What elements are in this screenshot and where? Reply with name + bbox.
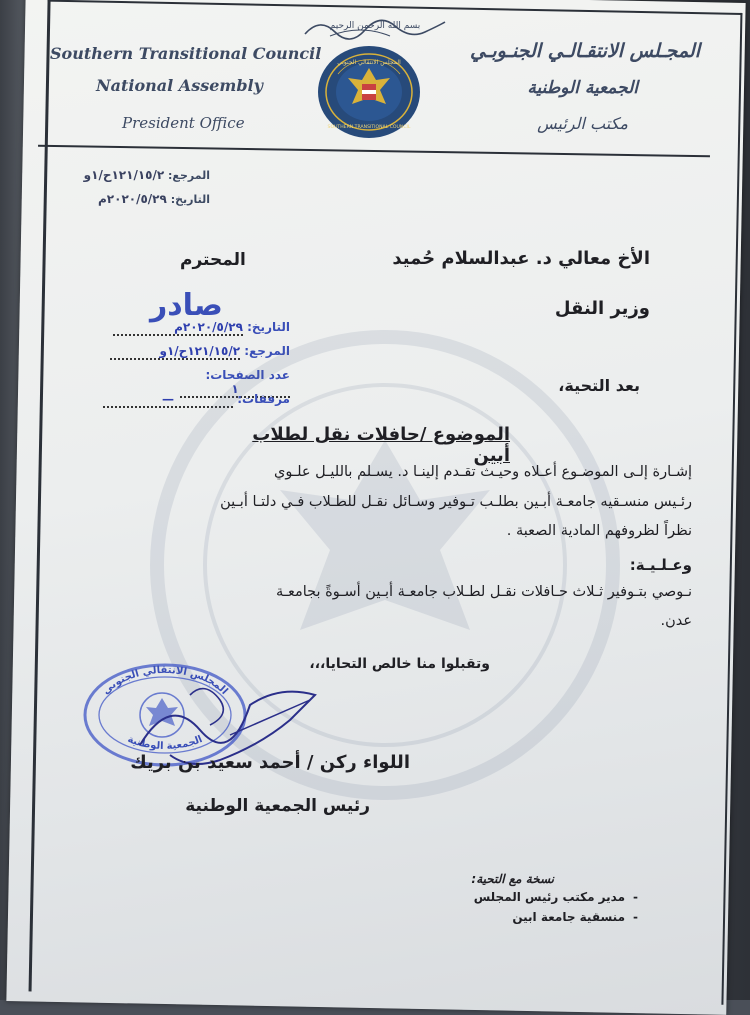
addressee-honorific: المحترم xyxy=(180,250,246,270)
body-para2-line2: عدن. xyxy=(660,613,692,629)
copies-item: - مدير مكتب رئيس المجلس xyxy=(438,890,638,904)
stamp-ref-label: المرجع: xyxy=(244,344,290,358)
signatory-name: اللواء ركن / أحمد سعيد بن بريك xyxy=(130,752,410,773)
stamp-date-label: التاريخ: xyxy=(247,320,290,334)
stamp-top-text: المجلس الانتقالي الجنوبي xyxy=(100,664,230,697)
header-ar-assembly: الجمعية الوطنية xyxy=(527,78,638,98)
stamp-attachments-label: مرفقات: xyxy=(237,392,290,406)
body-para2-line1: نـوصي بتـوفير ثـلاث حـافلات نقـل لطـلاب جامعـة أبـين أسـوةً بجامعـة xyxy=(275,584,692,600)
stamp-attachments-value: — xyxy=(103,392,233,408)
closing-line: وتقبلوا منا خالص التحايا،،، xyxy=(309,656,490,672)
subject-line: الموضوع /حافلات نقل لطلاب أبين xyxy=(252,424,510,466)
stamp-pages-value: ١ xyxy=(180,382,290,398)
ref-value: ١٢١/١٥/٢ح/١و xyxy=(83,168,165,182)
stamp-ref-value: ١٢١/١٥/٢ح/١و xyxy=(110,344,240,360)
body-para1-line1: إشـارة إلـى الموضـوع أعـلاه وحيـث تقـدم إلينـا د. يسـلم بالليـل علـوي xyxy=(274,464,692,480)
stamp-date-value: ٢٠٢٠/٥/٢٩م xyxy=(113,320,243,336)
copies-title: نسخة مع التحية: xyxy=(471,872,554,886)
ref-label: المرجع: xyxy=(168,169,210,182)
emblem-en-text: SOUTHERN TRANSITIONAL COUNCIL xyxy=(327,125,411,130)
header-ar-council: المجـلس الانتقـالـي الجنـوبـي xyxy=(469,40,700,62)
header-en-council: Southern Transitional Council xyxy=(50,44,322,63)
outgoing-stamp-title: صادر xyxy=(150,288,223,323)
date-label: التاريخ: xyxy=(170,193,210,206)
header-en-assembly: National Assembly xyxy=(96,76,263,95)
emblem-ar-text: المجلس الانتقالي الجنوبي xyxy=(337,59,401,66)
signatory-title: رئيس الجمعية الوطنية xyxy=(185,796,370,816)
date-line xyxy=(52,192,210,206)
greeting: بعد التحية، xyxy=(558,376,640,395)
addressee-name: الأخ معالي د. عبدالسلام حُميد xyxy=(392,248,650,269)
date-value: ٢٠٢٠/٥/٢٩م xyxy=(98,192,167,206)
stamp-bottom-text: الجمعية الوطنية xyxy=(125,734,205,752)
accordingly-label: وعـلـيـة: xyxy=(629,556,692,574)
header-ar-office: مكتب الرئيس xyxy=(537,114,628,133)
council-emblem-logo xyxy=(316,44,422,140)
body-para1-line2: رئـيس منسـقيه جامعـة أبـين بطلـب تـوفير وسـائل نقـل للطـلاب فـي دلتـا أبـين xyxy=(220,494,692,510)
addressee-title: وزير النقل xyxy=(554,298,650,319)
body-para1-line3: نظراً لظروفهم المادية الصعبة . xyxy=(506,523,692,539)
ref-line xyxy=(60,168,210,182)
bismillah-text: بسم الله الرحمن الرحيم xyxy=(329,21,421,31)
stamp-pages-label: عدد الصفحات: xyxy=(205,368,290,382)
header-en-office: President Office xyxy=(122,114,245,132)
copies-item: - منسقية جامعة ابين xyxy=(438,910,638,924)
bismillah-calligraphy xyxy=(300,12,450,42)
